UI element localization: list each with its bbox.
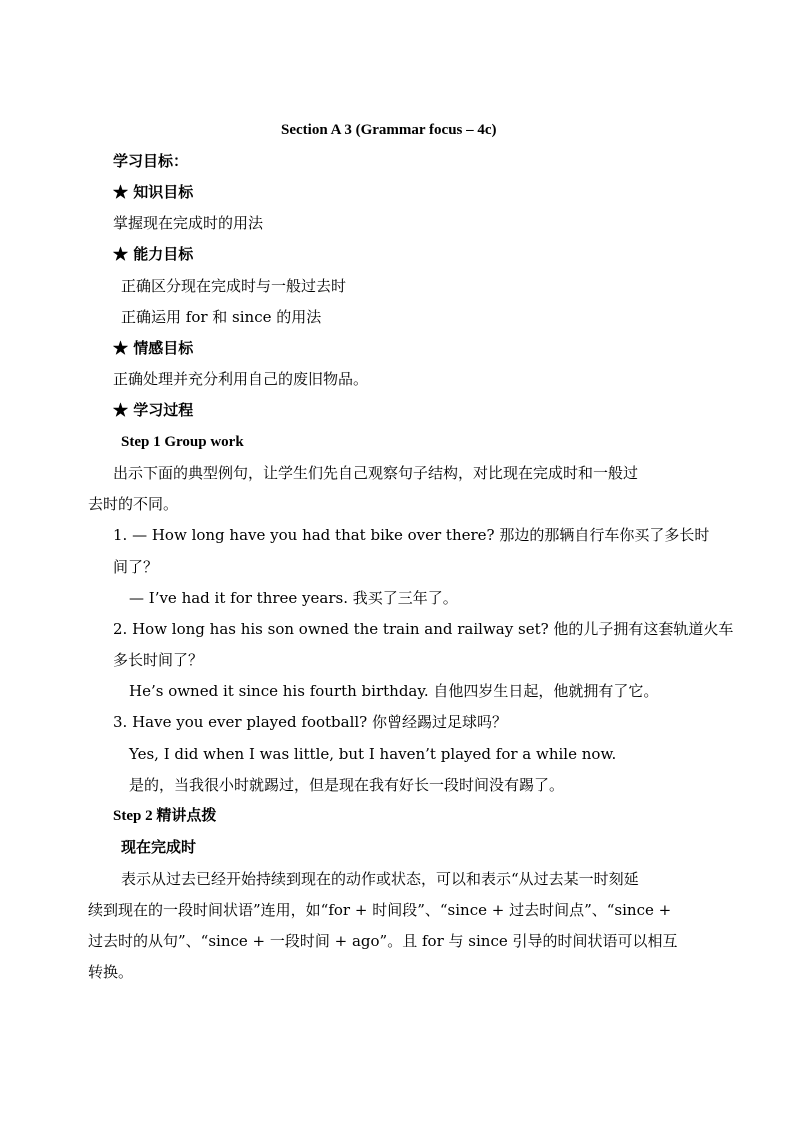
step2-paragraph-line4: 转换。 (88, 963, 134, 981)
step2-heading: Step 2 精讲点拨 (113, 808, 217, 824)
example-3-answer-cn: 是的，当我很小时就踢过，但是现在我有好长一段时间没有踢了。 (129, 776, 565, 794)
ability-item-1: 正确区分现在完成时与一般过去时 (121, 277, 347, 295)
example-2-question: 2. How long has his son owned the train and railway set? 他的儿子拥有这套轨道火车 (113, 620, 734, 638)
ability-heading: ★ 能力目标 (113, 245, 194, 263)
knowledge-heading: ★ 知识目标 (113, 183, 194, 201)
knowledge-text: 掌握现在完成时的用法 (113, 214, 264, 232)
example-2-answer: He’s owned it since his fourth birthday. 自他四岁生日起，他就拥有了它。 (129, 682, 659, 700)
example-3-question: 3. Have you ever played football? 你曾经踢过足球吗？ (113, 713, 507, 731)
step1-intro-line1: 出示下面的典型例句，让学生们先自己观察句子结构，对比现在完成时和一般过 (113, 464, 639, 482)
step2-paragraph-line3: 过去时的从句”、“since + 一段时间 + ago”。且 for 与 since 引导的时间状语可以相互 (88, 932, 678, 950)
emotion-heading: ★ 情感目标 (113, 339, 194, 357)
step1-heading: Step 1 Group work (121, 434, 244, 450)
process-heading: ★ 学习过程 (113, 401, 194, 419)
step1-intro-line2: 去时的不同。 (88, 495, 179, 513)
example-1-question: 1. — How long have you had that bike over there? 那边的那辆自行车你买了多长时 (113, 526, 710, 544)
example-1-answer: — I’ve had it for three years. 我买了三年了。 (129, 589, 458, 607)
step2-paragraph-line1: 表示从过去已经开始持续到现在的动作或状态，可以和表示“从过去某一时刻延 (121, 870, 639, 888)
emotion-text: 正确处理并充分利用自己的废旧物品。 (113, 370, 369, 388)
step2-paragraph-line2: 续到现在的一段时间状语”连用，如“for + 时间段”、“since + 过去时间点”、“since + (88, 901, 672, 919)
example-3-answer-en: Yes, I did when I was little, but I haven’t played for a while now. (129, 745, 617, 763)
objectives-heading: 学习目标： (113, 152, 189, 170)
example-1-question-cont: 间了？ (113, 558, 159, 576)
ability-item-2: 正确运用 for 和 since 的用法 (121, 308, 322, 326)
step2-subheading: 现在完成时 (121, 838, 197, 856)
example-2-question-cont: 多长时间了？ (113, 651, 204, 669)
page-title: Section A 3 (Grammar focus – 4c) (281, 122, 497, 138)
